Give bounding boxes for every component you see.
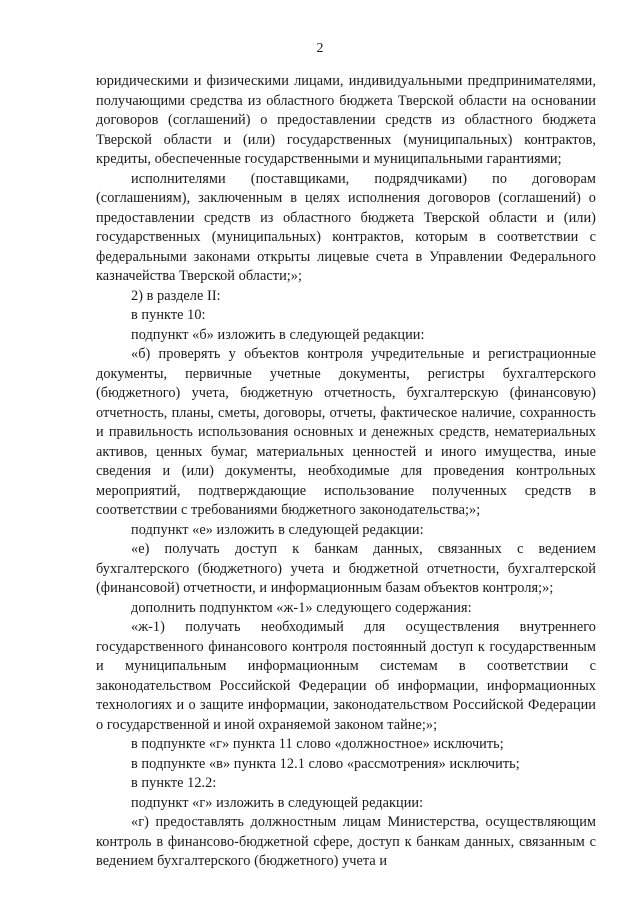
paragraph-point-12-1: в подпункте «в» пункта 12.1 слово «рассмотрения» исключить; — [131, 755, 520, 772]
paragraph-subpoint-zh1-intro: дополнить подпунктом «ж-1» следующего содержания: — [131, 599, 472, 616]
paragraph-subpoint-zh1-text: «ж-1) получать необходимый для осуществления внутреннего государственного финансового контроля постоянный доступ к государственным и муниципальным информационным системам в соответствии с законодательством Российской Федерации об информации, информационных технологиях и о защите информации, законодательством Российской Федерации о государственной и иной охраняемой законом тайне;»; — [96, 619, 596, 733]
paragraph-point-10: в пункте 10: — [131, 307, 206, 323]
paragraph-subpoint-e-text: «е) получать доступ к банкам данных, связанных с ведением бухгалтерского (бюджетного) учета и бюджетной отчетности, бухгалтерской (финансовой) отчетности, и информационным базам объектов контроля;»; — [96, 541, 596, 596]
page-number: 2 — [316, 41, 324, 56]
paragraph-point-11: в подпункте «г» пункта 11 слово «должностное» исключить; — [131, 736, 504, 752]
paragraph-contractors: исполнителями (поставщиками, подрядчиками) по договорам (соглашениям), заключенным в целях исполнения договоров (соглашений) о предоставлении средств из областного бюджета Тверской области и (или) государственных (муниципальных) контрактов, которым в соответствии с федеральными законами открыты лицевые счета в Управлении Федерального казначейства Тверской области;»; — [96, 170, 596, 284]
paragraph-subpoint-g-intro: подпункт «г» изложить в следующей редакции: — [131, 794, 424, 811]
paragraph-subpoint-b-text: «б) проверять у объектов контроля учредительные и регистрационные документы, первичные учетные документы, регистры бухгалтерского (бюджетного) учета, бюджетную отчетность, бухгалтерскую (финансовую) отчетность, планы, сметы, договоры, отчеты, фактическое наличие, сохранность и правильность использования основных и денежных средств, нематериальных активов, ценных бумаг, материальных ценностей и иного имущества, иные сведения и (или) документы, необходимые для проведения контрольных мероприятий, подтверждающие использование полученных средств в соответствии с требованиями бюджетного законодательства;»; — [96, 346, 596, 518]
paragraph-subpoint-e-intro: подпункт «е» изложить в следующей редакции: — [131, 521, 424, 538]
paragraph-subpoint-g-text: «г) предоставлять должностным лицам Министерства, осуществляющим контроль в финансово-бюджетной сфере, доступ к банкам данных, связанным с ведением бухгалтерского (бюджетного) учета и — [96, 814, 596, 869]
document-body — [96, 72, 596, 872]
paragraph-subpoint-b-intro: подпункт «б» изложить в следующей редакции: — [131, 326, 425, 343]
paragraph-entities-list: юридическими и физическими лицами, индивидуальными предпринимателями, получающими средства из областного бюджета Тверской области на основании договоров (соглашений) о предоставлении средств из областного бюджета Тверской области и (или) государственных (муниципальных) контрактов, кредиты, обеспеченные государственными и муниципальными гарантиями; — [96, 73, 596, 167]
paragraph-section-2: 2) в разделе II: — [131, 287, 221, 304]
paragraph-point-12-2: в пункте 12.2: — [131, 775, 217, 791]
